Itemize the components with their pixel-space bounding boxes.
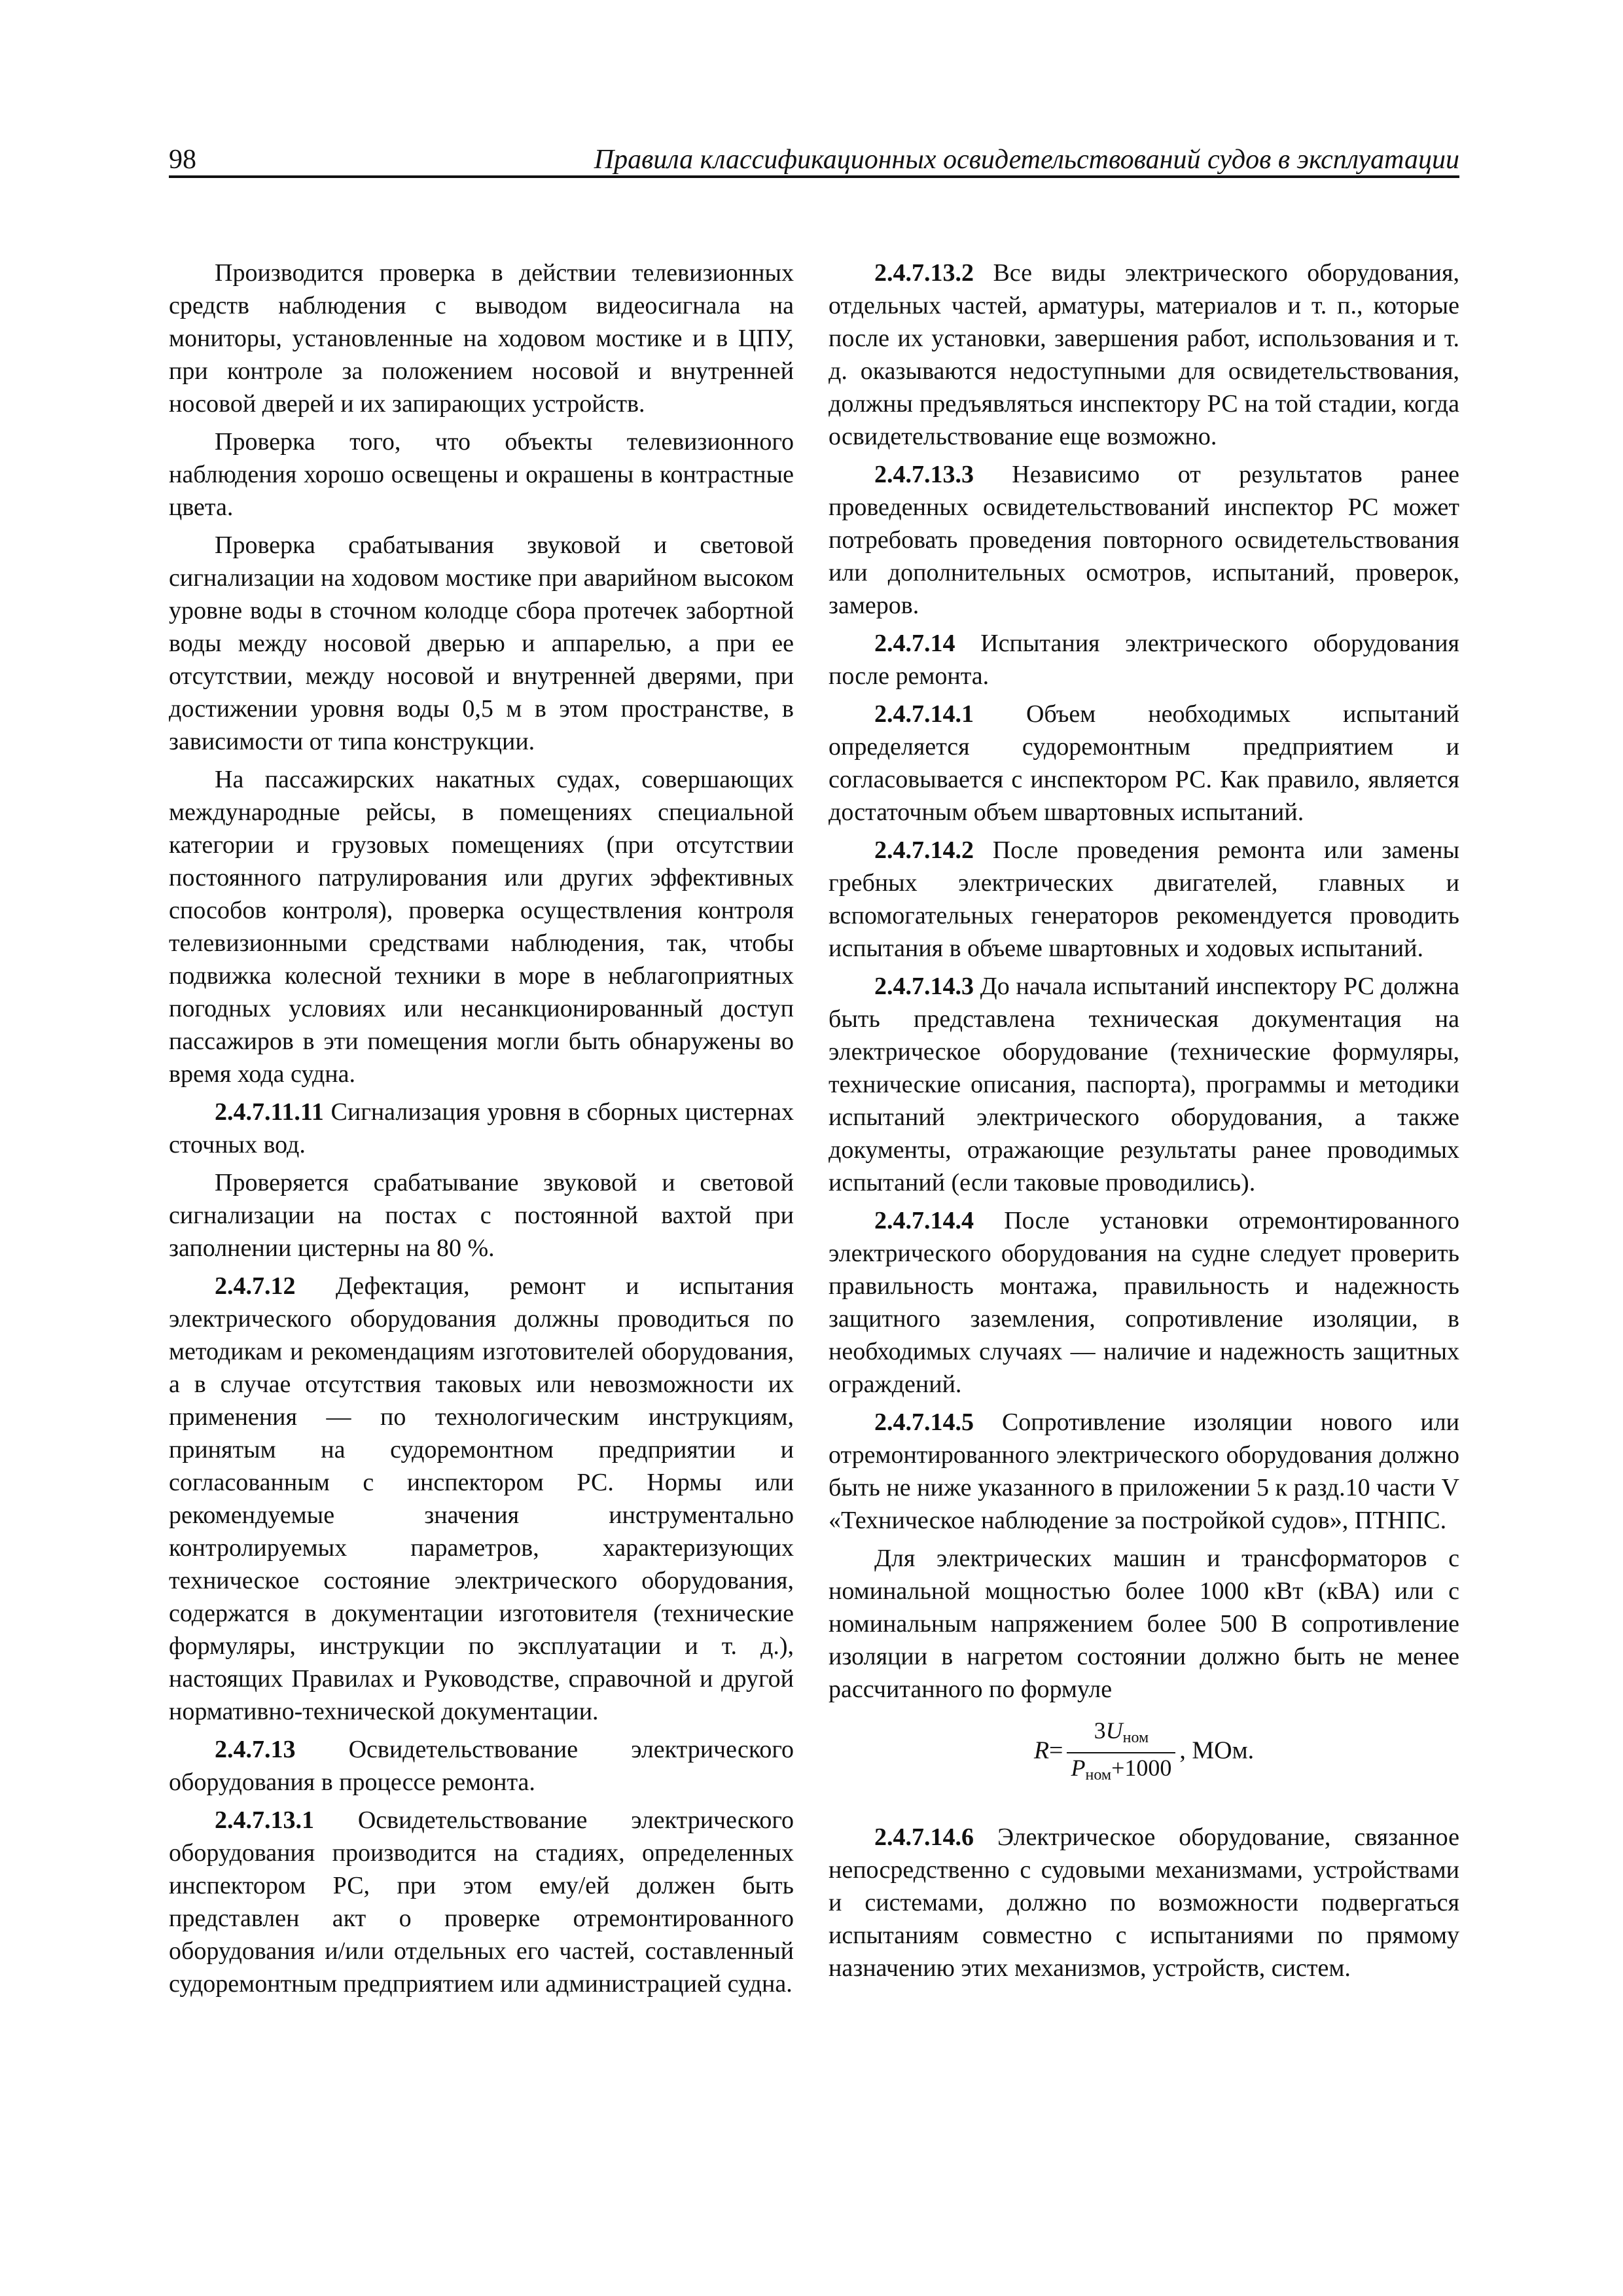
section-number: 2.4.7.12 xyxy=(215,1272,296,1300)
formula-fraction: $\frac{3U_{ном}}{P_{ном}+1000}$ xyxy=(1067,1717,1175,1788)
paragraph: 2.4.7.12 Дефектация, ремонт и испытания электрического оборудования должны проводиться по методикам и рекомендациям изготовителей оборудования, а в случае отсутствия таковых или невозможности их применения — по технологическим инструкциям, принятым на судоремонтном предприятии и согласованным с инспектором РС. Нормы или рекомендуемые значения инструментально контролируемых параметров, характеризующих техническое состояние электрического оборудования, содержатся в документации изготовителя (технические формуляры, инструкции по эксплуатации и т. д.), настоящих Правилах и Руководстве, справочной и другой нормативно-технической документации. xyxy=(169,1272,794,1725)
paragraph: 2.4.7.14.4 После установки отремонтированного электрического оборудования на судне следует проверить правильность монтажа, правильность и надежность защитного заземления, сопротивление изоляции, в необходимых случаях — наличие и надежность защитных ограждений. xyxy=(829,1207,1459,1398)
section-number: 2.4.7.13 xyxy=(215,1736,296,1763)
section-number: 2.4.7.14.3 xyxy=(874,973,974,1000)
paragraph: Для электрических машин и трансформаторов с номинальной мощностью более 1000 кВт (кВА) или с номинальным напряжением более 500 В сопротивление изоляции в нагретом состоянии должно быть не менее рассчитанного по формуле xyxy=(829,1545,1459,1703)
section-number: 2.4.7.13.2 xyxy=(874,259,974,287)
resistance-formula: R= $\frac{3U_{ном}}{P_{ном}+1000}$ , МОм. xyxy=(829,1717,1459,1788)
paragraph: 2.4.7.13.3 Независимо от результатов ранее проведенных освидетельствований инспектор РС может потребовать проведения повторного освидетельствования или дополнительных осмотров, испытаний, проверок, замеров. xyxy=(829,461,1459,619)
paragraph: 2.4.7.14 Испытания электрического оборудования после ремонта. xyxy=(829,630,1460,690)
paragraph: 2.4.7.11.11 Сигнализация уровня в сборных цистернах сточных вод. xyxy=(169,1098,794,1158)
paragraph: 2.4.7.13.2 Все виды электрического оборудования, отдельных частей, арматуры, материалов и т. п., которые после их установки, завершения работ, использования и т. д. оказываются недоступными для освидетельствования, должны предъявляться инспектору РС на той стадии, когда освидетельствование еще возможно. xyxy=(829,259,1459,450)
header-title: Правила классификационных освидетельствований судов в эксплуатации xyxy=(594,145,1459,175)
paragraph: 2.4.7.13 Освидетельствование электрического оборудования в процессе ремонта. xyxy=(169,1736,794,1796)
running-header xyxy=(169,139,1459,178)
paragraph: Производится проверка в действии телевизионных средств наблюдения с выводом видеосигнала на мониторы, установленные на ходовом мостике и в ЦПУ, при контроле за положением носовой и внутренней носовой дверей и их запирающих устройств. xyxy=(169,259,794,418)
section-number: 2.4.7.14.5 xyxy=(874,1408,974,1436)
section-number: 2.4.7.13.3 xyxy=(874,461,974,488)
paragraph: 2.4.7.14.5 Сопротивление изоляции нового или отремонтированного электрического оборудования должно быть не ниже указанного в приложении 5 к разд.10 части V «Техническое наблюдение за постройкой судов», ПТНПС. xyxy=(829,1408,1460,1534)
paragraph: Проверяется срабатывание звуковой и световой сигнализации на постах с постоянной вахтой при заполнении цистерны на 80 %. xyxy=(169,1169,794,1262)
paragraph: 2.4.7.14.3 До начала испытаний инспектору РС должна быть представлена техническая документация на электрическое оборудование (технические формуляры, технические описания, паспорта), программы и методики испытаний электрического оборудования, а также документы, отражающие результаты ранее проводимых испытаний (если таковые проводились). xyxy=(829,973,1459,1196)
section-number: 2.4.7.14.4 xyxy=(874,1207,974,1234)
page-number: 98 xyxy=(169,145,196,175)
paragraph: 2.4.7.14.1 Объем необходимых испытаний определяется судоремонтным предприятием и согласовывается с инспектором РС. Как правило, является достаточным объем швартовных испытаний. xyxy=(829,700,1460,826)
left-column xyxy=(169,257,794,2005)
paragraph: Проверка срабатывания звуковой и световой сигнализации на ходовом мостике при аварийном высоком уровне воды в сточном колодце сбора протечек забортной воды между носовой дверью и аппарелью, а при ее отсутствии, между носовой и внутренней дверями, при достижении уровня воды 0,5 м в этом пространстве, в зависимости от типа конструкции. xyxy=(169,531,794,755)
right-column xyxy=(829,257,1459,1990)
section-number: 2.4.7.14.1 xyxy=(874,700,974,728)
section-number: 2.4.7.11.11 xyxy=(215,1098,324,1126)
section-number: 2.4.7.14.2 xyxy=(874,836,974,864)
paragraph: Проверка того, что объекты телевизионного наблюдения хорошо освещены и окрашены в контрастные цвета. xyxy=(169,428,794,521)
section-number: 2.4.7.13.1 xyxy=(215,1806,314,1834)
paragraph: На пассажирских накатных судах, совершающих международные рейсы, в помещениях специальной категории и грузовых помещениях (при отсутствии постоянного патрулирования или других эффективных способов контроля), проверка осуществления контроля телевизионными средствами наблюдения, так, чтобы подвижка колесной техники в море в неблагоприятных погодных условиях или несанкционированный доступ пассажиров в эти помещения могли быть обнаружены во время хода судна. xyxy=(169,766,794,1088)
header-rule xyxy=(169,175,1459,178)
paragraph: 2.4.7.14.6 Электрическое оборудование, связанное непосредственно с судовыми механизмами, устройствами и системами, должно по возможности подвергаться испытаниям совместно с испытаниями по прямому назначению этих механизмов, устройств, систем. xyxy=(829,1823,1460,1982)
paragraph: 2.4.7.13.1 Освидетельствование электрического оборудования производится на стадиях, определенных инспектором РС, при этом ему/ей должен быть представлен акт о проверке отремонтированного оборудования и/или отдельных его частей, составленный судоремонтным предприятием или администрацией судна. xyxy=(169,1806,794,1998)
section-number: 2.4.7.14 xyxy=(874,630,955,657)
paragraph: 2.4.7.14.2 После проведения ремонта или замены гребных электрических двигателей, главных и вспомогательных генераторов рекомендуется проводить испытания в объеме швартовных и ходовых испытаний. xyxy=(829,836,1459,962)
section-number: 2.4.7.14.6 xyxy=(874,1823,974,1851)
